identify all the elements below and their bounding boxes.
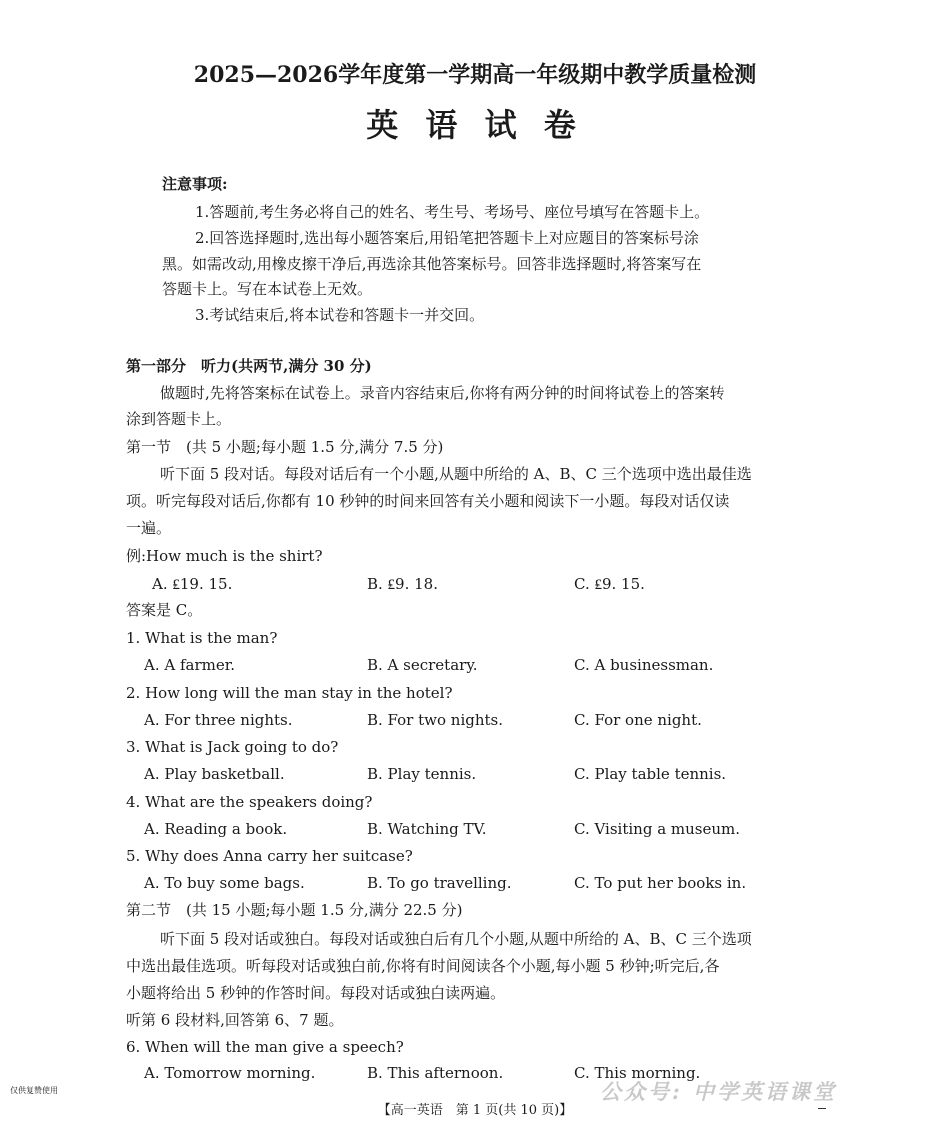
- option-a: A. To buy some bags.: [144, 874, 305, 892]
- footer-dash: [818, 1108, 826, 1109]
- notes-line: 2.回答选择题时,选出每小题答案后,用铅笔把答题卡上对应题目的答案标号涂: [195, 229, 699, 247]
- option-b: B. Play tennis.: [367, 765, 477, 783]
- page-footer: 【高一英语 第 1 页(共 10 页)】: [377, 1103, 573, 1118]
- section2-heading: 第二节 (共 15 小题;每小题 1.5 分,满分 22.5 分): [126, 901, 463, 919]
- option-c: C. This morning.: [574, 1064, 701, 1082]
- section2-intro-line: 听下面 5 段对话或独白。每段对话或独白后有几个小题,从题中所给的 A、B、C 三个选项: [160, 930, 752, 948]
- question-text: 2. How long will the man stay in the hotel?: [126, 684, 453, 702]
- section1-intro-line: 一遍。: [126, 519, 172, 537]
- question-text: 6. When will the man give a speech?: [126, 1038, 404, 1056]
- option-a: A. A farmer.: [144, 656, 236, 674]
- example-option-b: B. ₤9. 18.: [367, 575, 438, 593]
- question-text: 4. What are the speakers doing?: [126, 793, 373, 811]
- option-a: A. Reading a book.: [144, 820, 288, 838]
- section2-intro-line: 中选出最佳选项。听每段对话或独白前,你将有时间阅读各个小题,每小题 5 秒钟;听完后,各: [126, 957, 720, 975]
- notes-line: 黑。如需改动,用橡皮擦干净后,再选涂其他答案标号。回答非选择题时,将答案写在: [162, 255, 702, 273]
- section2-intro-line: 小题将给出 5 秒钟的作答时间。每段对话或独白读两遍。: [126, 984, 506, 1002]
- option-c: C. Play table tennis.: [574, 765, 727, 783]
- option-a: A. Tomorrow morning.: [144, 1064, 316, 1082]
- option-b: B. A secretary.: [367, 656, 478, 674]
- material-instruction: 听第 6 段材料,回答第 6、7 题。: [126, 1011, 344, 1029]
- option-b: B. Watching TV.: [367, 820, 487, 838]
- option-c: C. For one night.: [574, 711, 702, 729]
- section1-intro-line: 听下面 5 段对话。每段对话后有一个小题,从题中所给的 A、B、C 三个选项中选出最佳选: [160, 465, 752, 483]
- exam-subtitle: 英 语 试 卷: [366, 106, 584, 144]
- option-a: A. Play basketball.: [144, 765, 285, 783]
- notes-heading: 注意事项:: [162, 175, 228, 193]
- notes-line: 答题卡上。写在本试卷上无效。: [162, 280, 373, 298]
- notes-line: 3.考试结束后,将本试卷和答题卡一并交回。: [195, 306, 485, 324]
- part1-heading: 第一部分 听力(共两节,满分 30 分): [126, 357, 372, 375]
- question-text: 5. Why does Anna carry her suitcase?: [126, 847, 413, 865]
- example-answer: 答案是 C。: [126, 601, 203, 619]
- example-option-a: A. ₤19. 15.: [152, 575, 233, 593]
- option-c: C. Visiting a museum.: [574, 820, 741, 838]
- section1-intro-line: 项。听完每段对话后,你都有 10 秒钟的时间来回答有关小题和阅读下一小题。每段对话仅读: [126, 492, 730, 510]
- option-c: C. A businessman.: [574, 656, 714, 674]
- part1-intro-line: 涂到答题卡上。: [126, 410, 232, 428]
- option-a: A. For three nights.: [144, 711, 293, 729]
- exam-title: 2025—2026学年度第一学期高一年级期中教学质量检测: [193, 62, 757, 88]
- section1-heading: 第一节 (共 5 小题;每小题 1.5 分,满分 7.5 分): [126, 438, 444, 456]
- option-b: B. For two nights.: [367, 711, 503, 729]
- part1-intro-line: 做题时,先将答案标在试卷上。录音内容结束后,你将有两分钟的时间将试卷上的答案转: [160, 384, 725, 402]
- option-c: C. To put her books in.: [574, 874, 747, 892]
- example-option-c: C. ₤9. 15.: [574, 575, 645, 593]
- option-b: B. To go travelling.: [367, 874, 512, 892]
- notes-line: 1.答题前,考生务必将自己的姓名、考生号、考场号、座位号填写在答题卡上。: [195, 203, 710, 221]
- side-note: 仅供复赞使用: [10, 1086, 58, 1095]
- question-text: 1. What is the man?: [126, 629, 278, 647]
- option-b: B. This afternoon.: [367, 1064, 504, 1082]
- example-question: 例:How much is the shirt?: [126, 547, 323, 565]
- question-text: 3. What is Jack going to do?: [126, 738, 339, 756]
- watermark: 公众号: 中学英语课堂: [600, 1079, 838, 1104]
